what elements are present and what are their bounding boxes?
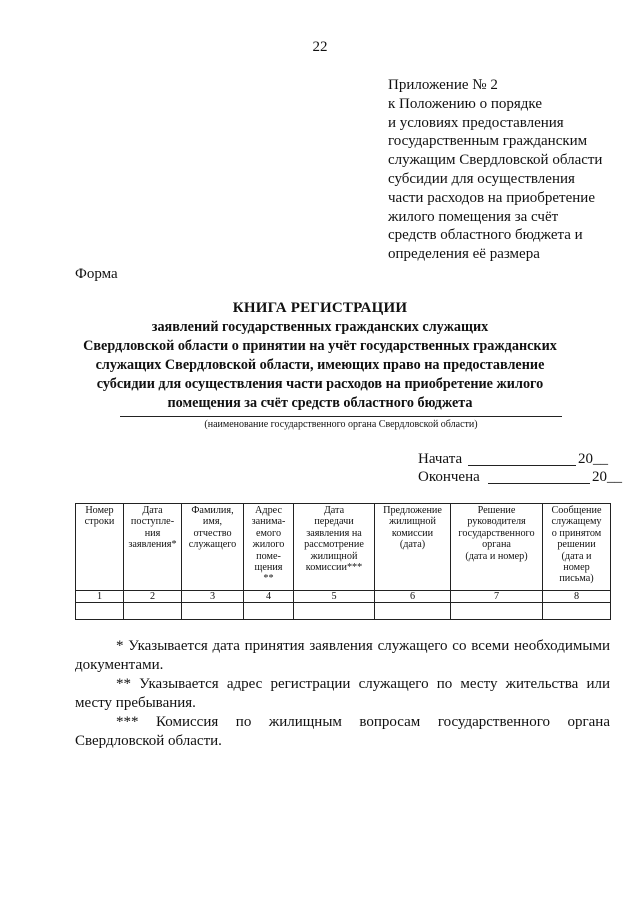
empty-table-row bbox=[76, 603, 611, 620]
appendix-line: определения её размера bbox=[388, 246, 540, 263]
appendix-line: и условиях предоставления bbox=[388, 114, 564, 131]
table-cell bbox=[76, 603, 124, 620]
header-line: (дата и bbox=[561, 550, 592, 562]
header-line: емого bbox=[255, 527, 282, 539]
header-address bbox=[244, 504, 294, 591]
ended-date-line bbox=[488, 483, 590, 484]
started-row bbox=[418, 450, 618, 468]
footnote: * Указывается дата принятия заявления служащего со всеми необходимыми документами. bbox=[75, 638, 610, 673]
footnote: ** Указывается адрес регистрации служащего по месту жительства или месту пребывания. bbox=[75, 676, 610, 711]
header-line: имя, bbox=[202, 516, 223, 528]
table-cell bbox=[182, 603, 244, 620]
dates-block bbox=[418, 450, 622, 486]
header-line: Дата bbox=[142, 505, 163, 516]
header-line: комиссии bbox=[391, 527, 434, 539]
appendix-line: государственным гражданским bbox=[388, 133, 588, 150]
appendix-line: части расходов на приобретение bbox=[388, 189, 595, 206]
started-date-line bbox=[468, 465, 576, 466]
document-title bbox=[40, 299, 600, 413]
header-line: Номер bbox=[85, 505, 114, 516]
header-line: государственного bbox=[458, 527, 535, 539]
table-cell bbox=[451, 603, 543, 620]
header-line: служащему bbox=[551, 516, 602, 528]
header-line: (дата и номер) bbox=[465, 550, 528, 562]
header-line: занима- bbox=[251, 516, 286, 528]
column-number: 6 bbox=[375, 591, 451, 603]
year-prefix: 20 bbox=[578, 451, 593, 467]
header-receipt-date bbox=[124, 504, 182, 591]
ended-label: Окончена bbox=[418, 469, 480, 485]
form-label: Форма bbox=[75, 266, 118, 282]
header-line: поступле- bbox=[130, 516, 175, 528]
header-commission-proposal bbox=[375, 504, 451, 591]
header-line: рассмотрение bbox=[304, 539, 364, 551]
header-line: заявления* bbox=[128, 539, 177, 551]
column-number: 2 bbox=[124, 591, 182, 603]
column-number-row bbox=[76, 591, 611, 603]
header-line: поме- bbox=[256, 550, 281, 562]
ended-row bbox=[418, 468, 622, 486]
header-line: о принятом bbox=[551, 527, 602, 539]
appendix-line: Приложение № 2 bbox=[388, 77, 498, 93]
header-line: (дата) bbox=[399, 539, 426, 551]
year-suffix: __ bbox=[607, 469, 622, 485]
header-line: заявления на bbox=[306, 527, 362, 539]
column-number: 4 bbox=[244, 591, 294, 603]
title-line: помещения за счёт средств областного бюджета bbox=[167, 395, 473, 411]
ended-year bbox=[592, 468, 622, 486]
header-line: комиссии*** bbox=[305, 562, 363, 574]
header-line: письма) bbox=[559, 573, 594, 585]
appendix-line: средств областного бюджета и bbox=[388, 227, 583, 244]
header-line: ния bbox=[144, 527, 161, 539]
year-prefix: 20 bbox=[592, 469, 607, 485]
column-number: 3 bbox=[182, 591, 244, 603]
page-number: 22 bbox=[312, 39, 328, 55]
header-line: Решение bbox=[477, 505, 516, 516]
column-number: 1 bbox=[76, 591, 124, 603]
header-line: строки bbox=[84, 516, 115, 528]
title-line: заявлений государственных гражданских служащих bbox=[151, 319, 489, 335]
header-line: отчество bbox=[193, 527, 232, 539]
header-line: передачи bbox=[314, 516, 354, 528]
appendix-line: жилого помещения за счёт bbox=[388, 208, 559, 225]
started-label: Начата bbox=[418, 451, 463, 467]
table-cell bbox=[375, 603, 451, 620]
title-line: субсидии для осуществления части расходов на приобретение жилого bbox=[96, 376, 544, 392]
header-head-decision bbox=[451, 504, 543, 591]
table-cell bbox=[244, 603, 294, 620]
header-line: ** bbox=[263, 573, 274, 585]
footnote: *** Комиссия по жилищным вопросам государственного органа Свердловской области. bbox=[75, 714, 610, 749]
header-line: номер bbox=[563, 562, 590, 574]
column-number: 5 bbox=[294, 591, 375, 603]
table-cell bbox=[124, 603, 182, 620]
org-name-caption: (наименование государственного органа Свердловской области) bbox=[204, 419, 478, 430]
header-line: решении bbox=[557, 539, 596, 551]
header-notification bbox=[543, 504, 611, 591]
org-name-line bbox=[120, 416, 562, 417]
header-line: щения bbox=[254, 562, 283, 574]
title-main: КНИГА РЕГИСТРАЦИИ bbox=[232, 300, 408, 316]
year-suffix: __ bbox=[593, 451, 608, 467]
footnotes bbox=[75, 637, 610, 751]
title-line: Свердловской области о принятии на учёт государственных гражданских bbox=[83, 338, 557, 354]
header-line: Сообщение bbox=[551, 505, 602, 516]
header-row-number bbox=[76, 504, 124, 591]
started-year bbox=[578, 450, 608, 468]
header-line: органа bbox=[482, 539, 511, 551]
header-line: Фамилия, bbox=[191, 505, 234, 516]
column-number: 7 bbox=[451, 591, 543, 603]
appendix-line: служащим Свердловской области bbox=[388, 152, 603, 169]
appendix-line: к Положению о порядке bbox=[388, 95, 542, 112]
header-line: жилого bbox=[252, 539, 285, 551]
registration-table bbox=[75, 503, 611, 620]
header-line: Предложение bbox=[383, 505, 442, 516]
table-header-row bbox=[76, 504, 611, 591]
title-line: служащих Свердловской области, имеющих право на предоставление bbox=[95, 357, 545, 373]
header-line: жилищной bbox=[389, 516, 436, 528]
table-cell bbox=[294, 603, 375, 620]
header-line: служащего bbox=[188, 539, 237, 551]
appendix-block bbox=[388, 76, 628, 264]
header-line: жилищной bbox=[310, 550, 358, 562]
header-line: руководителя bbox=[467, 516, 526, 528]
header-transfer-date bbox=[294, 504, 375, 591]
header-line: Дата bbox=[323, 505, 345, 516]
header-full-name bbox=[182, 504, 244, 591]
column-number: 8 bbox=[543, 591, 611, 603]
header-line: Адрес bbox=[255, 505, 282, 516]
table-cell bbox=[543, 603, 611, 620]
appendix-line: субсидии для осуществления bbox=[388, 170, 575, 187]
